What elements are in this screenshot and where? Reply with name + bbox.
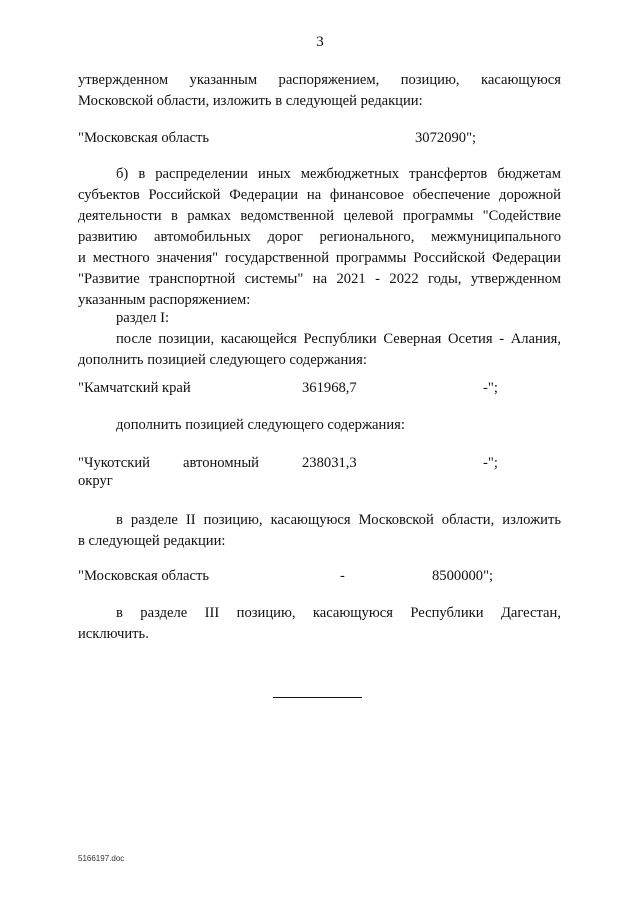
paragraph-moscow-intro <box>78 70 561 112</box>
text-line: в следующей редакции: <box>78 533 226 549</box>
end-divider <box>273 697 362 698</box>
entry-value: 3072090"; <box>415 130 477 146</box>
entry-name-cont: автономный <box>183 455 259 471</box>
page-number: 3 <box>316 34 324 50</box>
entry-value: 361968,7 <box>302 380 357 396</box>
entry-value: - <box>340 568 345 584</box>
text-line: б) в распределении иных межбюджетных трансфертов бюджетам <box>116 166 561 182</box>
text-line: в разделе III позицию, касающуюся Республики Дагестан, <box>116 605 561 621</box>
text-line: утвержденном указанным распоряжением, позицию, касающуюся <box>78 72 561 88</box>
entry-moscow-region-2 <box>78 566 568 587</box>
entry-kamchatka <box>78 378 568 399</box>
paragraph-section-2 <box>78 510 561 552</box>
text-line: развитию автомобильных дорог регионального, межмуниципального <box>78 229 561 245</box>
entry-name-line2: округ <box>78 473 113 489</box>
entry-name: "Камчатский край <box>78 380 191 396</box>
paragraph-section-3 <box>78 603 561 645</box>
footer-doc-code: 5166197.doc <box>78 854 125 863</box>
entry-name: "Чукотский <box>78 455 150 471</box>
section-1-label: раздел I: <box>116 310 170 326</box>
text-line: Московской области, изложить в следующей редакции: <box>78 93 423 109</box>
text-line: указанным распоряжением: <box>78 292 251 308</box>
entry-moscow-region-1 <box>78 128 568 149</box>
paragraph-b <box>78 164 561 311</box>
paragraph-after-position <box>78 329 561 371</box>
text-line: в разделе II позицию, касающуюся Московской области, изложить <box>116 512 561 528</box>
entry-value: 238031,3 <box>302 455 357 471</box>
entry-value-2: -"; <box>483 380 498 396</box>
text-line: дополнить позицией следующего содержания: <box>78 352 367 368</box>
text-line: и местного значения" государственной программы Российской Федерации <box>78 250 561 266</box>
entry-chukotka <box>78 453 568 474</box>
text-line: после позиции, касающейся Республики Северная Осетия - Алания, <box>116 331 561 347</box>
text-line: "Развитие транспортной системы" на 2021 - 2022 годы, утвержденном <box>78 271 561 287</box>
text-line: исключить. <box>78 626 149 642</box>
text-line: субъектов Российской Федерации на финансовое обеспечение дорожной <box>78 187 561 203</box>
entry-name: "Московская область <box>78 130 209 146</box>
entry-value-2: -"; <box>483 455 498 471</box>
text-line: деятельности в рамках ведомственной целевой программы "Содействие <box>78 208 561 224</box>
entry-name: "Московская область <box>78 568 209 584</box>
add-position-text: дополнить позицией следующего содержания: <box>116 417 405 433</box>
entry-value-2: 8500000"; <box>432 568 494 584</box>
